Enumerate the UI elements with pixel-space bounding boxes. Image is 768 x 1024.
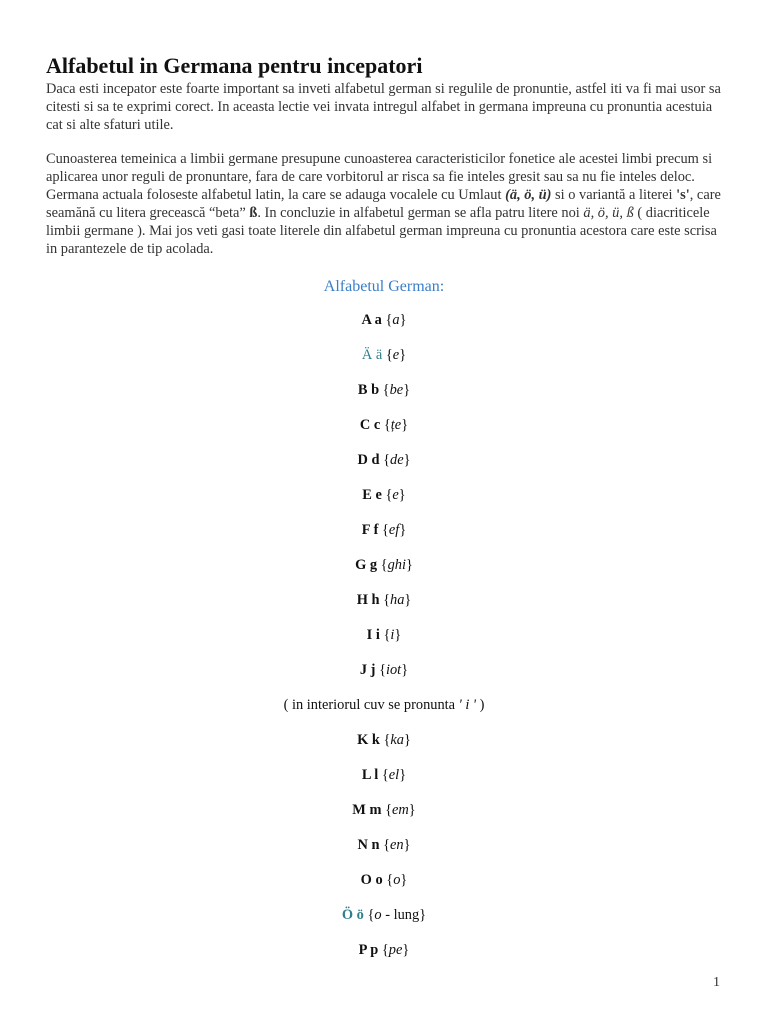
eszett-letter: ß: [249, 205, 258, 221]
letter-row: Ä ä {e}: [361, 347, 407, 363]
phonetics-text-5: ( diacriticele limbii germane ). Mai jos veti gasi toate literele din alfabetul german impreuna cu pronuntia acestora care este scrisa in parantezele de tip acolada.: [46, 205, 717, 257]
phonetics-text-3: , care seamănă cu litera grecească “beta”: [46, 187, 721, 221]
intro-paragraph: Daca esti incepator este foarte important sa inveti alfabetul german si regulile de pronuntie, astfel iti va fi mai usor sa citesti si sa te exprimi corect. In aceasta lectie vei invata intregul alfabet in germana impreuna cu pronuntia acestuia cat si alte sfaturi utile.: [46, 81, 721, 133]
letter-row: K k {ka}: [357, 732, 411, 748]
new-letters: ä, ö, ü, ß: [583, 205, 634, 221]
alphabet-list: [46, 310, 722, 975]
phonetics-text-2: si o variantă a literei: [551, 187, 677, 203]
page-number: 1: [713, 975, 720, 990]
letter-row: O o {o}: [360, 872, 408, 888]
phonetics-paragraph: [46, 150, 722, 258]
letter-row: H h {ha}: [356, 592, 412, 608]
letter-row: N n {en}: [357, 837, 411, 853]
phonetics-text-1: Cunoasterea temeinica a limbii germane presupune cunoasterea caracteristicilor fonetice ale acestei limbi precum si aplicarea unor reguli de pronuntare, fara de care vorbitorul ar risca sa fie inteles gresit sau sa nu fie inteles deloc. Germana actuala foloseste alfabetul latin, la care se adauga vocalele cu Umlaut: [46, 151, 713, 203]
letter-row: D d {de}: [357, 452, 411, 468]
letter-row: B b {be}: [357, 382, 411, 398]
s-letter: 's': [676, 187, 690, 203]
page-title: Alfabetul in Germana pentru incepatori: [46, 53, 423, 78]
letter-row: L l {el}: [361, 767, 407, 783]
letter-row: F f {ef}: [361, 522, 407, 538]
letter-row: Ö ö {o - lung}: [341, 907, 427, 923]
letter-row: J j {iot}: [359, 662, 409, 678]
phonetics-text-4: . In concluzie in alfabetul german se afla patru litere noi: [257, 205, 584, 221]
letter-row: E e {e}: [362, 487, 406, 503]
letter-row: I i {i}: [366, 627, 402, 643]
letter-row: A a {a}: [361, 312, 407, 328]
letter-row: M m {em}: [352, 802, 416, 818]
letter-row: C c {țe}: [359, 417, 409, 433]
document-page: [46, 52, 722, 975]
alphabet-heading: Alfabetul German:: [323, 278, 445, 295]
letter-row: P p {pe}: [358, 942, 410, 958]
umlaut-vowels: (ä, ö, ü): [505, 187, 552, 203]
j-pronunciation-note: ( in interiorul cuv se pronunta ' i ' ): [283, 697, 485, 713]
letter-row: G g {ghi}: [355, 557, 413, 573]
